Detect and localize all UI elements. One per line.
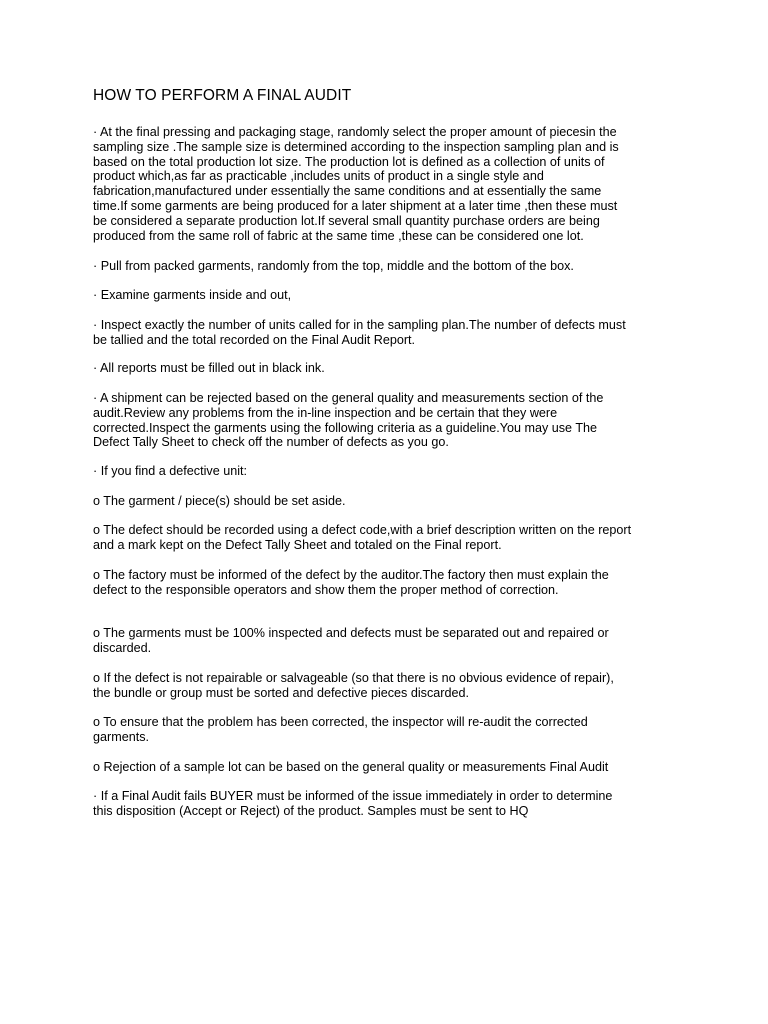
text-line: Defect Tally Sheet to check off the number of defects as you go. [93, 435, 449, 450]
text-line: · All reports must be filled out in black ink. [93, 361, 325, 375]
text-line: discarded. [93, 640, 152, 655]
paragraph-defective-unit [93, 464, 683, 479]
text-line: be tallied and the total recorded on the Final Audit Report. [93, 332, 416, 347]
paragraph-set-aside [93, 494, 683, 509]
paragraph-factory-informed [93, 568, 683, 598]
text-line: product which,as far as practicable ,includes units of product in a single style and [93, 169, 544, 184]
text-line: o The factory must be informed of the defect by the auditor.The factory then must explain the [93, 568, 609, 582]
paragraph-sampling-lot [93, 125, 683, 243]
text-line: · If you find a defective unit: [93, 464, 248, 478]
text-line: time.If some garments are being produced for a later shipment at a later time ,then these must [93, 198, 618, 213]
paragraph-100-percent [93, 626, 683, 656]
paragraph-inspect-units [93, 318, 683, 348]
text-line: o Rejection of a sample lot can be based on the general quality or measurements Final Audit [93, 760, 609, 774]
text-line: defect to the responsible operators and show them the proper method of correction. [93, 582, 559, 597]
text-line: sampling size .The sample size is determined according to the inspection sampling plan and is [93, 139, 619, 154]
text-line: · Inspect exactly the number of units called for in the sampling plan.The number of defects must [93, 318, 626, 332]
text-line: o If the defect is not repairable or salvageable (so that there is no obvious evidence of repair), [93, 671, 614, 685]
paragraph-black-ink [93, 361, 683, 376]
text-line: corrected.Inspect the garments using the following criteria as a guideline.You may use The [93, 420, 598, 435]
text-line: audit.Review any problems from the in-line inspection and be certain that they were [93, 405, 558, 420]
paragraph-pull-garments [93, 259, 683, 274]
text-line: · At the final pressing and packaging stage, randomly select the proper amount of piecesin the [93, 125, 617, 139]
text-line: o The garments must be 100% inspected and defects must be separated out and repaired or [93, 626, 609, 640]
paragraph-not-repairable [93, 671, 683, 701]
text-line: o To ensure that the problem has been corrected, the inspector will re-audit the corrected [93, 715, 588, 729]
paragraph-re-audit [93, 715, 683, 745]
text-line: and a mark kept on the Defect Tally Sheet and totaled on the Final report. [93, 537, 502, 552]
text-line: based on the total production lot size. The production lot is defined as a collection of units of [93, 154, 605, 169]
text-line: · Examine garments inside and out, [93, 288, 292, 302]
document-title: HOW TO PERFORM A FINAL AUDIT [93, 87, 352, 104]
text-line: · Pull from packed garments, randomly from the top, middle and the bottom of the box. [93, 259, 574, 273]
text-line: · If a Final Audit fails BUYER must be informed of the issue immediately in order to determine [93, 789, 613, 803]
text-line: the bundle or group must be sorted and defective pieces discarded. [93, 685, 469, 700]
text-line: be considered a separate production lot.If several small quantity purchase orders are being [93, 213, 600, 228]
paragraph-audit-fails [93, 789, 683, 819]
paragraph-defect-recorded [93, 523, 683, 553]
text-line: o The garment / piece(s) should be set aside. [93, 494, 346, 508]
text-line: fabrication,manufactured under essentially the same conditions and at essentially the same [93, 184, 602, 199]
text-line: garments. [93, 729, 149, 744]
text-line: this disposition (Accept or Reject) of the product. Samples must be sent to HQ [93, 803, 529, 818]
paragraph-shipment-rejected [93, 391, 683, 450]
paragraph-rejection-sample [93, 760, 683, 775]
paragraph-examine [93, 288, 683, 303]
text-line: · A shipment can be rejected based on the general quality and measurements section of the [93, 391, 604, 405]
text-line: o The defect should be recorded using a defect code,with a brief description written on the report [93, 523, 632, 537]
text-line: produced from the same roll of fabric at the same time ,these can be considered one lot. [93, 228, 584, 243]
